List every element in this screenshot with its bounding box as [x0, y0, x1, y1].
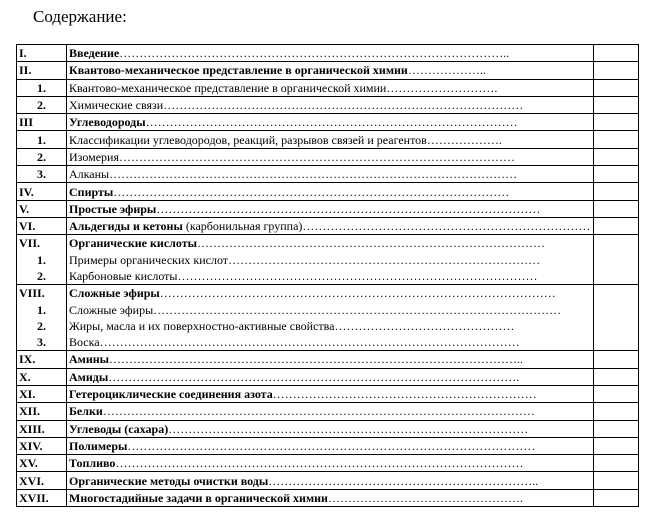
toc-row — [17, 385, 639, 402]
toc-item-title: Алканы — [69, 167, 110, 182]
toc-item-leader-dots: ……………………………………………………………………………… — [168, 421, 529, 436]
toc-item-title-cell — [67, 235, 594, 252]
toc-item-leader-dots: …………………………………………………………………………… — [197, 236, 545, 251]
toc-item-title-cell — [67, 217, 594, 234]
toc-item-number: IV. — [17, 183, 67, 200]
toc-item-leader-dots: ……………….. — [407, 63, 486, 78]
toc-item-page-cell — [594, 301, 639, 317]
toc-item-leader-dots: ………………………………………………………………………………………… — [115, 456, 524, 471]
toc-item-page-cell — [594, 472, 639, 489]
toc-item-title: Амиды — [69, 369, 109, 384]
toc-item-title-cell — [67, 45, 594, 62]
toc-item-page-cell — [594, 437, 639, 454]
toc-item-leader-dots: ………………………………………………………………………………………… — [127, 438, 536, 453]
toc-item-title: Изомерия — [69, 149, 119, 164]
toc-item-title-cell — [67, 285, 594, 302]
toc-row — [17, 351, 639, 368]
toc-item-title: Многостадийные задачи в органической химии — [69, 490, 328, 505]
toc-row — [17, 472, 639, 489]
toc-item-title: Белки — [69, 404, 103, 419]
toc-item-page-cell — [594, 351, 639, 368]
page-title: Содержание: — [33, 7, 127, 26]
toc-item-title-cell — [67, 301, 594, 317]
toc-item-number: 2. — [17, 148, 67, 165]
toc-item-leader-dots: ………………………………………………………………………………… — [145, 115, 518, 130]
toc-item-title: Квантово-механическое представление в органической химии — [69, 80, 387, 95]
toc-item-title-cell — [67, 114, 594, 131]
toc-item-title-cell — [67, 385, 594, 402]
toc-item-number: X. — [17, 368, 67, 385]
toc-item-title-cell — [67, 403, 594, 420]
toc-row — [17, 318, 639, 334]
toc-row — [17, 285, 639, 302]
toc-item-title: Карбоновые кислоты — [69, 269, 178, 283]
toc-item-title: Гетероциклические соединения азота — [69, 387, 273, 402]
toc-item-page-cell — [594, 318, 639, 334]
toc-item-leader-dots: ………………………………………………………………………………………… — [109, 167, 518, 182]
toc-item-number: 1. — [17, 301, 67, 317]
toc-row — [17, 148, 639, 165]
toc-item-number: II. — [17, 62, 67, 79]
toc-item-number: 3. — [17, 166, 67, 183]
toc-item-leader-dots: ………………………………………………………… — [272, 387, 537, 402]
toc-item-page-cell — [594, 285, 639, 302]
toc-item-leader-dots: ……………………………………………………………………………………… — [159, 286, 556, 301]
toc-item-leader-dots: ………………………. — [386, 80, 498, 95]
toc-item-title-cell — [67, 252, 594, 268]
toc-item-title: Примеры органических кислот — [69, 252, 229, 267]
toc-item-page-cell — [594, 235, 639, 252]
toc-item-title: Сложные эфиры — [69, 302, 154, 317]
toc-row — [17, 235, 639, 252]
toc-item-number: XVII. — [17, 489, 67, 506]
toc-item-title-cell — [67, 268, 594, 285]
toc-item-title-cell — [67, 96, 594, 113]
toc-item-page-cell — [594, 62, 639, 79]
toc-item-title-cell — [67, 131, 594, 148]
toc-item-title: Спирты — [69, 184, 114, 199]
toc-row — [17, 368, 639, 385]
toc-item-page-cell — [594, 455, 639, 472]
toc-row — [17, 45, 639, 62]
toc-row — [17, 79, 639, 96]
toc-item-leader-dots: ……………………………………………………………………………………………… — [102, 404, 535, 419]
toc-item-leader-dots: ……………………………………………………………………………… — [163, 98, 524, 113]
toc-item-title: Альдегиды и кетоны — [69, 219, 183, 234]
toc-item-leader-dots: ………………. — [426, 132, 502, 147]
toc-item-title-cell — [67, 420, 594, 437]
toc-item-title-cell — [67, 148, 594, 165]
toc-item-title: Полимеры — [69, 438, 128, 453]
toc-row — [17, 301, 639, 317]
toc-item-number: VI. — [17, 217, 67, 234]
toc-row — [17, 183, 639, 200]
toc-item-title-cell — [67, 351, 594, 368]
toc-item-title-cell — [67, 334, 594, 351]
toc-item-page-cell — [594, 420, 639, 437]
toc-item-number: XVI. — [17, 472, 67, 489]
toc-item-page-cell — [594, 334, 639, 351]
toc-item-number: 2. — [17, 318, 67, 334]
toc-item-number: 1. — [17, 131, 67, 148]
toc-item-leader-dots: ………………………………………………………………………………………… — [153, 302, 562, 317]
toc-item-number: 2. — [17, 268, 67, 285]
toc-item-leader-dots: …………………………………………. — [327, 490, 523, 505]
table-of-contents — [16, 44, 639, 507]
toc-item-page-cell — [594, 217, 639, 234]
toc-item-title-cell — [67, 318, 594, 334]
toc-item-leader-dots: ……………………………………………………………………………………… — [118, 149, 515, 164]
toc-item-leader-dots: …………………………………………………………………………………………. — [108, 369, 520, 384]
toc-item-number: 1. — [17, 252, 67, 268]
toc-item-leader-dots: …………………………………………………………………………………………… — [99, 335, 520, 350]
toc-item-number: III — [17, 114, 67, 131]
toc-item-page-cell — [594, 252, 639, 268]
toc-item-page-cell — [594, 385, 639, 402]
toc-item-note: (карбонильная группа) — [182, 219, 303, 234]
toc-row — [17, 334, 639, 351]
toc-item-title-cell — [67, 200, 594, 217]
toc-row — [17, 437, 639, 454]
toc-item-title-cell — [67, 437, 594, 454]
toc-item-title: Воска — [69, 335, 100, 350]
toc-item-title: Классификации углеводородов, реакций, разрывов связей и реагентов — [69, 132, 427, 147]
toc-item-page-cell — [594, 148, 639, 165]
toc-item-number: V. — [17, 200, 67, 217]
toc-item-number: IX. — [17, 351, 67, 368]
toc-item-number: I. — [17, 45, 67, 62]
toc-item-title-cell — [67, 183, 594, 200]
toc-row — [17, 455, 639, 472]
toc-row — [17, 217, 639, 234]
toc-row — [17, 420, 639, 437]
toc-item-number: XIV. — [17, 437, 67, 454]
toc-item-page-cell — [594, 79, 639, 96]
toc-item-leader-dots: ……………………………………… — [334, 318, 515, 333]
toc-item-page-cell — [594, 403, 639, 420]
toc-item-number: VIII. — [17, 285, 67, 302]
toc-item-title: Квантово-механическое представление в органической химии — [69, 63, 408, 78]
toc-item-page-cell — [594, 45, 639, 62]
toc-item-number: VII. — [17, 235, 67, 252]
toc-item-page-cell — [594, 268, 639, 285]
toc-item-title: Органические кислоты — [69, 236, 197, 251]
toc-row — [17, 114, 639, 131]
toc-item-number: XII. — [17, 403, 67, 420]
toc-item-title: Амины — [69, 352, 110, 367]
toc-row — [17, 131, 639, 148]
toc-item-page-cell — [594, 96, 639, 113]
toc-item-title: Топливо — [69, 456, 116, 471]
toc-item-number: XI. — [17, 385, 67, 402]
toc-row — [17, 489, 639, 506]
toc-item-title: Углеводороды — [69, 115, 146, 130]
toc-item-title-cell — [67, 166, 594, 183]
toc-item-page-cell — [594, 114, 639, 131]
toc-item-page-cell — [594, 166, 639, 183]
toc-item-number: 3. — [17, 334, 67, 351]
toc-item-page-cell — [594, 368, 639, 385]
toc-item-leader-dots: ……………………………………………………………… — [302, 219, 591, 234]
toc-item-leader-dots: …………………………………………………………………… — [228, 252, 541, 267]
toc-row — [17, 268, 639, 285]
toc-item-title: Органические методы очистки воды — [69, 473, 269, 488]
toc-item-leader-dots: ……………………………………………………………………………… — [177, 269, 538, 283]
toc-item-number: XV. — [17, 455, 67, 472]
toc-item-leader-dots: …………………………………………………………………………………….. — [119, 46, 510, 61]
toc-row — [17, 403, 639, 420]
toc-item-number: 1. — [17, 79, 67, 96]
toc-item-page-cell — [594, 489, 639, 506]
toc-item-title: Химические связи — [69, 98, 164, 113]
toc-item-title-cell — [67, 472, 594, 489]
toc-row — [17, 62, 639, 79]
toc-item-leader-dots: ………………………………………………………………………………………….. — [109, 352, 524, 367]
toc-row — [17, 96, 639, 113]
toc-row — [17, 200, 639, 217]
toc-item-title: Жиры, масла и их поверхностно-активные свойства — [69, 318, 335, 333]
toc-item-title: Углеводы (сахара) — [69, 421, 169, 436]
toc-item-title: Сложные эфиры — [69, 286, 160, 301]
toc-item-leader-dots: …………………………………………………………………………………… — [156, 201, 541, 216]
toc-item-page-cell — [594, 131, 639, 148]
toc-row — [17, 252, 639, 268]
toc-item-page-cell — [594, 200, 639, 217]
toc-item-number: 2. — [17, 96, 67, 113]
toc-item-title-cell — [67, 368, 594, 385]
toc-item-title-cell — [67, 489, 594, 506]
toc-item-title-cell — [67, 62, 594, 79]
toc-item-title-cell — [67, 79, 594, 96]
toc-item-title-cell — [67, 455, 594, 472]
toc-item-page-cell — [594, 183, 639, 200]
toc-item-leader-dots: ………………………………………………………….. — [268, 473, 539, 488]
toc-item-leader-dots: ……………………………………………………………………………………… — [113, 184, 510, 199]
toc-row — [17, 166, 639, 183]
toc-body — [17, 45, 639, 507]
toc-item-title: Простые эфиры — [69, 201, 157, 216]
toc-item-number: XIII. — [17, 420, 67, 437]
toc-item-title: Введение — [69, 46, 120, 61]
